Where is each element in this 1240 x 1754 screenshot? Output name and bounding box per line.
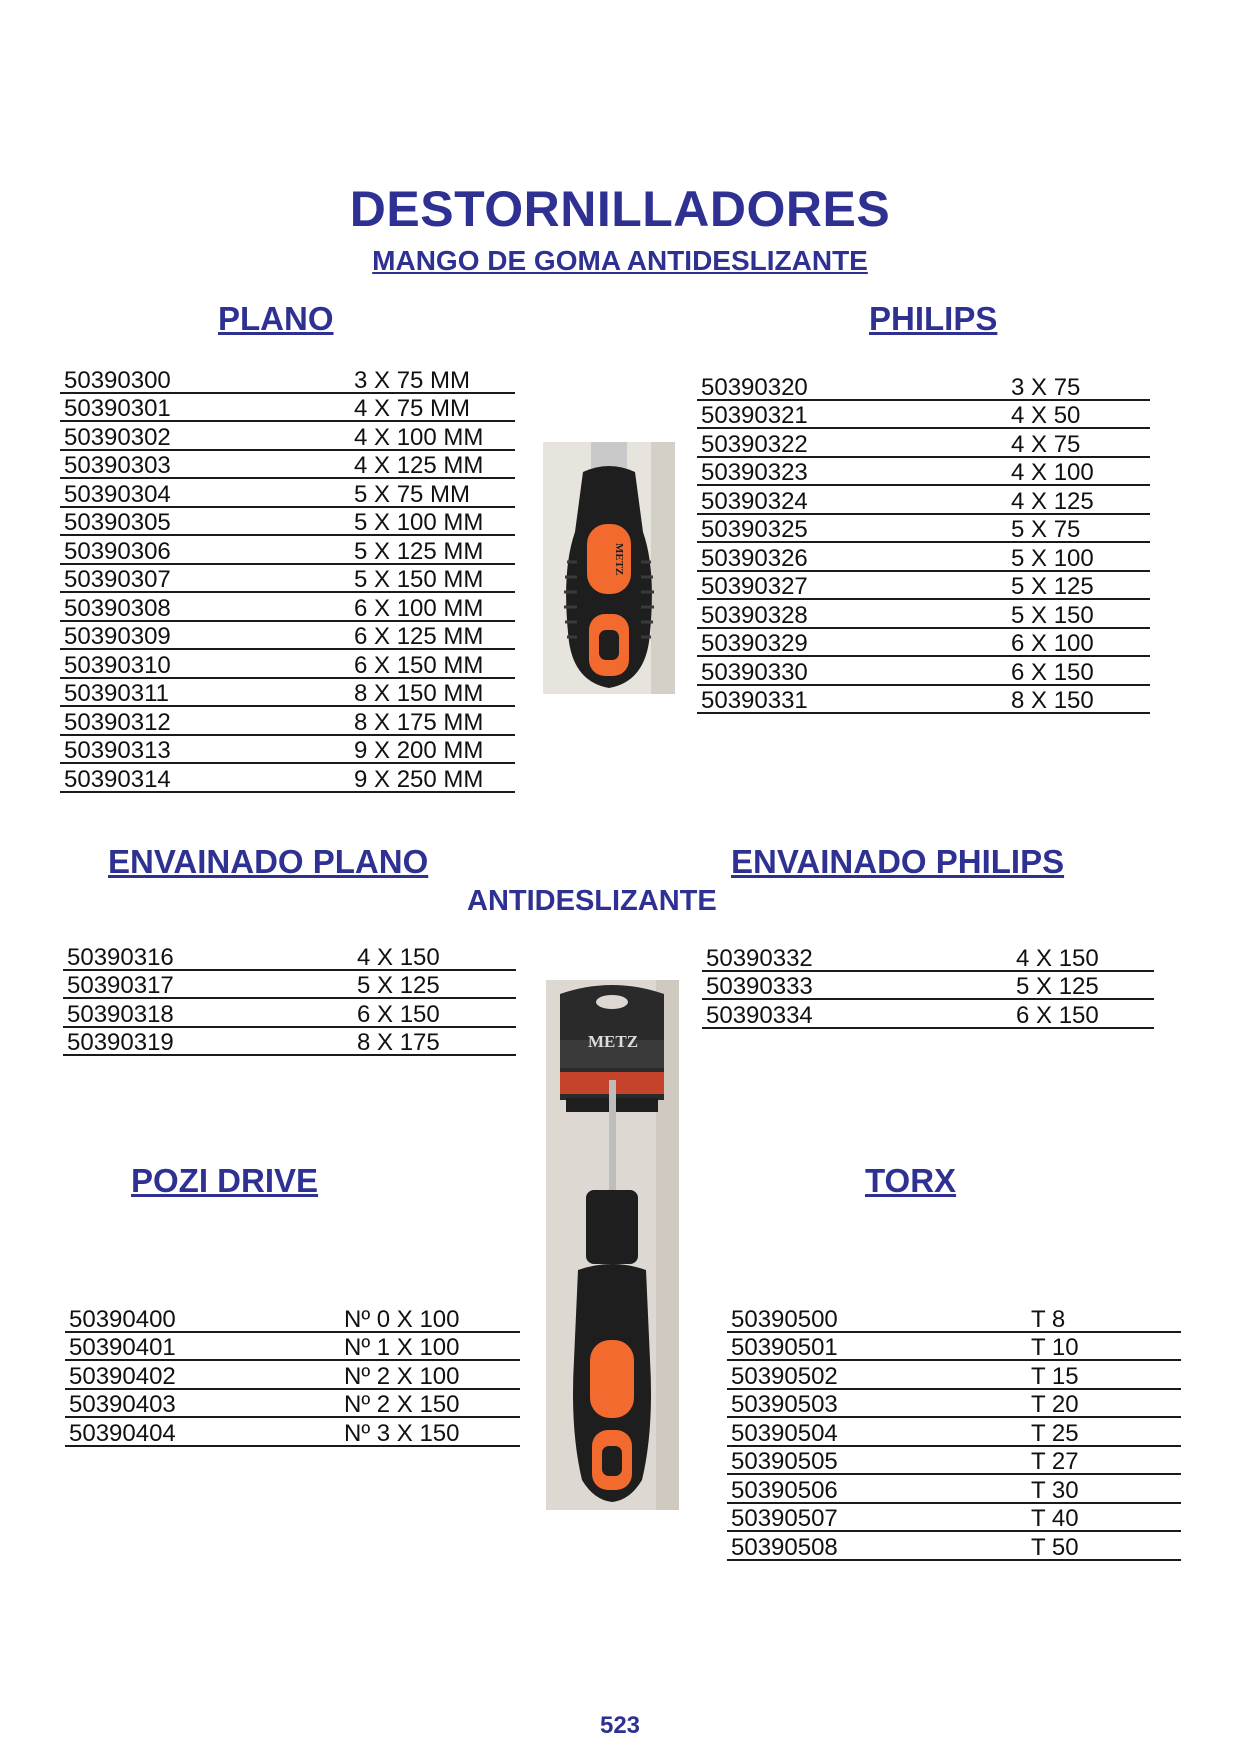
page-number: 523 xyxy=(599,1712,641,1739)
table-row xyxy=(727,1304,1181,1332)
product-code: 50390501 xyxy=(727,1332,1027,1361)
heading-antideslizante: ANTIDESLIZANTE xyxy=(467,885,717,917)
table-torx xyxy=(727,1304,1181,1561)
product-size: 8 X 175 MM xyxy=(350,706,515,735)
page-subtitle: MANGO DE GOMA ANTIDESLIZANTE xyxy=(372,245,868,276)
product-size: 3 X 75 xyxy=(1007,372,1150,400)
table-row xyxy=(60,735,515,764)
product-size: 4 X 75 xyxy=(1007,428,1150,457)
product-size: 6 X 100 xyxy=(1007,628,1150,657)
product-code: 50390311 xyxy=(60,678,350,707)
product-size: 3 X 75 MM xyxy=(350,365,515,393)
table-row xyxy=(60,365,515,393)
product-size: 5 X 100 MM xyxy=(350,507,515,536)
product-size: Nº 2 X 100 xyxy=(340,1360,520,1389)
product-size: 6 X 150 xyxy=(1007,656,1150,685)
product-code: 50390318 xyxy=(63,998,353,1027)
product-size: 6 X 150 xyxy=(353,998,516,1027)
product-code: 50390332 xyxy=(702,943,1012,971)
product-code: 50390314 xyxy=(60,763,350,792)
product-size: 6 X 125 MM xyxy=(350,621,515,650)
table-row xyxy=(727,1531,1181,1560)
product-size: 8 X 150 MM xyxy=(350,678,515,707)
product-code: 50390300 xyxy=(60,365,350,393)
product-size: T 10 xyxy=(1027,1332,1181,1361)
product-code: 50390333 xyxy=(702,971,1012,1000)
table-row xyxy=(60,592,515,621)
product-code: 50390305 xyxy=(60,507,350,536)
product-size: T 20 xyxy=(1027,1389,1181,1418)
table-row xyxy=(697,372,1150,400)
product-code: 50390328 xyxy=(697,599,1007,628)
product-size: 5 X 125 xyxy=(1007,571,1150,600)
product-size: T 8 xyxy=(1027,1304,1181,1332)
table-row xyxy=(60,450,515,479)
product-size: T 25 xyxy=(1027,1417,1181,1446)
table-row xyxy=(697,599,1150,628)
table-row xyxy=(65,1360,520,1389)
product-code: 50390502 xyxy=(727,1360,1027,1389)
heading-envainado-plano: ENVAINADO PLANO xyxy=(108,843,429,880)
product-code: 50390507 xyxy=(727,1503,1027,1532)
product-code: 50390324 xyxy=(697,485,1007,514)
product-code: 50390400 xyxy=(65,1304,340,1332)
product-size: Nº 3 X 150 xyxy=(340,1417,520,1446)
table-row xyxy=(65,1332,520,1361)
package-brand-label: METZ xyxy=(587,1032,639,1051)
product-code: 50390327 xyxy=(697,571,1007,600)
product-code: 50390402 xyxy=(65,1360,340,1389)
table-row xyxy=(727,1417,1181,1446)
product-size: 6 X 150 xyxy=(1012,999,1154,1028)
product-code: 50390326 xyxy=(697,542,1007,571)
table-row xyxy=(727,1446,1181,1475)
product-code: 50390304 xyxy=(60,478,350,507)
product-code: 50390316 xyxy=(63,942,353,970)
brand-label: METZ xyxy=(613,542,625,576)
table-row xyxy=(60,706,515,735)
table-row xyxy=(697,685,1150,714)
product-size: 8 X 175 xyxy=(353,1027,516,1056)
product-size: 4 X 150 xyxy=(353,942,516,970)
product-code: 50390313 xyxy=(60,735,350,764)
table-row xyxy=(63,998,516,1027)
product-size: 4 X 100 xyxy=(1007,457,1150,486)
product-size: 4 X 150 xyxy=(1012,943,1154,971)
product-code: 50390312 xyxy=(60,706,350,735)
table-row xyxy=(697,428,1150,457)
table-row xyxy=(727,1389,1181,1418)
product-size: 5 X 75 MM xyxy=(350,478,515,507)
product-code: 50390323 xyxy=(697,457,1007,486)
product-size: 6 X 100 MM xyxy=(350,592,515,621)
table-row xyxy=(60,649,515,678)
product-size: 9 X 200 MM xyxy=(350,735,515,764)
product-code: 50390321 xyxy=(697,400,1007,429)
product-size: 5 X 100 xyxy=(1007,542,1150,571)
product-size: Nº 0 X 100 xyxy=(340,1304,520,1332)
screwdriver-handle-image xyxy=(543,442,675,694)
product-code: 50390503 xyxy=(727,1389,1027,1418)
table-row xyxy=(65,1304,520,1332)
product-size: 5 X 125 MM xyxy=(350,535,515,564)
product-code: 50390309 xyxy=(60,621,350,650)
table-row xyxy=(697,628,1150,657)
product-code: 50390404 xyxy=(65,1417,340,1446)
product-size: T 50 xyxy=(1027,1531,1181,1560)
product-size: 4 X 50 xyxy=(1007,400,1150,429)
table-row xyxy=(727,1503,1181,1532)
table-row xyxy=(60,564,515,593)
table-row xyxy=(60,478,515,507)
product-size: T 15 xyxy=(1027,1360,1181,1389)
product-code: 50390403 xyxy=(65,1389,340,1418)
product-code: 50390319 xyxy=(63,1027,353,1056)
product-size: 5 X 150 xyxy=(1007,599,1150,628)
table-row xyxy=(697,485,1150,514)
product-size: Nº 2 X 150 xyxy=(340,1389,520,1418)
page-title: DESTORNILLADORES xyxy=(349,181,891,237)
product-code: 50390331 xyxy=(697,685,1007,714)
table-row xyxy=(63,970,516,999)
table-row xyxy=(60,763,515,792)
product-code: 50390334 xyxy=(702,999,1012,1028)
product-size: 8 X 150 xyxy=(1007,685,1150,714)
product-size: T 40 xyxy=(1027,1503,1181,1532)
product-size: 5 X 150 MM xyxy=(350,564,515,593)
table-row xyxy=(697,542,1150,571)
table-row xyxy=(60,535,515,564)
product-code: 50390329 xyxy=(697,628,1007,657)
product-size: 9 X 250 MM xyxy=(350,763,515,792)
product-size: 4 X 125 MM xyxy=(350,450,515,479)
table-row xyxy=(60,421,515,450)
product-code: 50390310 xyxy=(60,649,350,678)
product-size: 4 X 75 MM xyxy=(350,393,515,422)
table-row xyxy=(60,621,515,650)
table-envainado-plano xyxy=(63,942,516,1056)
product-code: 50390325 xyxy=(697,514,1007,543)
table-row xyxy=(727,1360,1181,1389)
table-row xyxy=(702,971,1154,1000)
product-size: T 30 xyxy=(1027,1474,1181,1503)
table-row xyxy=(65,1389,520,1418)
table-row xyxy=(702,999,1154,1028)
table-plano xyxy=(60,365,515,793)
table-row xyxy=(727,1474,1181,1503)
heading-plano: PLANO xyxy=(218,300,334,337)
product-code: 50390401 xyxy=(65,1332,340,1361)
product-code: 50390302 xyxy=(60,421,350,450)
product-size: 5 X 125 xyxy=(1012,971,1154,1000)
table-pozi-drive xyxy=(65,1304,520,1447)
product-code: 50390301 xyxy=(60,393,350,422)
table-row xyxy=(63,1027,516,1056)
product-code: 50390307 xyxy=(60,564,350,593)
product-code: 50390320 xyxy=(697,372,1007,400)
product-size: Nº 1 X 100 xyxy=(340,1332,520,1361)
product-size: 5 X 75 xyxy=(1007,514,1150,543)
table-row xyxy=(60,507,515,536)
product-code: 50390504 xyxy=(727,1417,1027,1446)
product-size: T 27 xyxy=(1027,1446,1181,1475)
packaged-screwdriver-image xyxy=(546,980,679,1510)
product-size: 6 X 150 MM xyxy=(350,649,515,678)
table-row xyxy=(702,943,1154,971)
product-code: 50390306 xyxy=(60,535,350,564)
heading-philips: PHILIPS xyxy=(869,300,998,337)
table-row xyxy=(65,1417,520,1446)
product-size: 5 X 125 xyxy=(353,970,516,999)
table-row xyxy=(697,400,1150,429)
product-code: 50390506 xyxy=(727,1474,1027,1503)
table-row xyxy=(697,656,1150,685)
product-code: 50390303 xyxy=(60,450,350,479)
product-code: 50390500 xyxy=(727,1304,1027,1332)
table-row xyxy=(727,1332,1181,1361)
heading-envainado-philips: ENVAINADO PHILIPS xyxy=(731,843,1065,880)
product-size: 4 X 125 xyxy=(1007,485,1150,514)
table-row xyxy=(697,514,1150,543)
heading-torx: TORX xyxy=(865,1162,957,1199)
table-row xyxy=(60,393,515,422)
product-code: 50390508 xyxy=(727,1531,1027,1560)
heading-pozi-drive: POZI DRIVE xyxy=(131,1162,319,1199)
table-philips xyxy=(697,372,1150,714)
product-code: 50390322 xyxy=(697,428,1007,457)
table-row xyxy=(60,678,515,707)
table-row xyxy=(63,942,516,970)
table-row xyxy=(697,457,1150,486)
product-code: 50390308 xyxy=(60,592,350,621)
product-code: 50390505 xyxy=(727,1446,1027,1475)
table-row xyxy=(697,571,1150,600)
product-code: 50390317 xyxy=(63,970,353,999)
product-code: 50390330 xyxy=(697,656,1007,685)
product-size: 4 X 100 MM xyxy=(350,421,515,450)
table-envainado-philips xyxy=(702,943,1154,1029)
